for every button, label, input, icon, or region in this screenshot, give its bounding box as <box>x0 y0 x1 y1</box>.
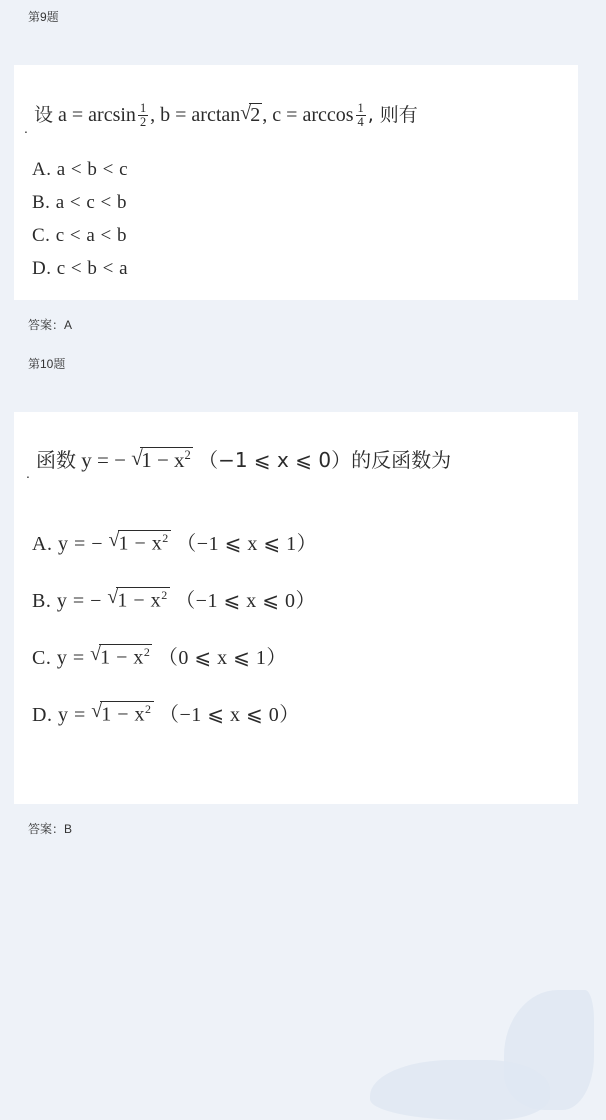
sqrt-one-minus-x-squared <box>109 530 171 556</box>
answer-value-10: B <box>64 822 73 836</box>
option-a[interactable] <box>32 527 317 556</box>
stem-domain-text: （−1 ⩽ x ⩽ 0）的反函数为 <box>198 448 452 472</box>
question-number-10: 第10题 <box>28 357 66 371</box>
radicand-text: 1 − x <box>117 590 162 612</box>
option-c-expression: y = <box>56 647 85 669</box>
stem-b-text: , b = arctan <box>150 104 241 126</box>
option-c-letter: C. <box>32 225 51 246</box>
option-b[interactable] <box>32 192 128 214</box>
sqrt-one-minus-x-squared <box>90 644 152 670</box>
stem-suffix-text: , 则有 <box>367 104 418 126</box>
option-d-letter: D. <box>32 258 52 279</box>
radicand-exponent: 2 <box>161 588 168 603</box>
question-9-options <box>32 159 128 291</box>
sqrt-two: √ 2 <box>240 103 262 127</box>
option-a-text: a < b < c <box>56 159 129 180</box>
answer-row-10 <box>0 822 72 836</box>
option-a-domain: （−1 ⩽ x ⩽ 1） <box>176 533 318 555</box>
option-b-text: a < c < b <box>55 192 127 213</box>
scan-smudge <box>370 1060 550 1120</box>
option-a-expression: y = − <box>57 533 104 555</box>
question-number-9: 第9题 <box>28 10 59 24</box>
bullet-dot-icon: . <box>24 120 28 136</box>
option-c-domain: （0 ⩽ x ⩽ 1） <box>157 647 287 669</box>
option-c-text: c < a < b <box>55 225 127 246</box>
option-d[interactable] <box>32 258 128 280</box>
answer-row-9 <box>0 318 72 332</box>
fraction-one-fourth: $\frac{1}{4}$ <box>357 100 364 129</box>
option-b-letter: B. <box>32 590 52 612</box>
answer-value-9: A <box>64 318 73 332</box>
radicand-text: 1 − x <box>141 448 185 472</box>
option-d-domain: （−1 ⩽ x ⩽ 0） <box>159 704 300 726</box>
option-c[interactable] <box>32 641 317 670</box>
sqrt-one-minus-x-squared <box>131 447 193 473</box>
option-b[interactable] <box>32 584 317 613</box>
scan-smudge <box>504 990 594 1110</box>
question-10-stem <box>36 444 451 473</box>
question-9-stem <box>34 100 418 130</box>
radicand-exponent: 2 <box>143 645 151 660</box>
option-d-letter: D. <box>32 704 53 726</box>
stem-prefix-text: 函数 <box>36 448 76 472</box>
stem-expression: y = − <box>81 448 126 472</box>
radicand-exponent: 2 <box>162 531 169 546</box>
question-10-options <box>32 527 317 755</box>
radicand-exponent: 2 <box>145 702 152 717</box>
fraction-one-half: $\frac{1}{2}$ <box>139 100 147 129</box>
answer-label-9: 答案： <box>28 318 65 332</box>
option-b-domain: （−1 ⩽ x ⩽ 0） <box>175 590 316 612</box>
radicand-text: 1 − x <box>100 647 144 669</box>
radicand-exponent: 2 <box>184 448 191 462</box>
option-d-expression: y = <box>57 704 86 726</box>
option-c-letter: C. <box>32 647 52 669</box>
option-d-text: c < b < a <box>56 258 129 279</box>
option-a-letter: A. <box>32 159 52 180</box>
answer-label-10: 答案： <box>28 822 65 836</box>
stem-a-text: a = arcsin <box>58 104 136 126</box>
sqrt-one-minus-x-squared <box>91 701 153 727</box>
option-b-letter: B. <box>32 192 51 213</box>
option-d[interactable] <box>32 698 317 727</box>
sqrt-one-minus-x-squared <box>107 587 169 613</box>
stem-c-text: , c = arccos <box>262 104 354 126</box>
radicand-text: 1 − x <box>118 533 163 555</box>
question-card-9 <box>14 65 578 300</box>
option-a[interactable] <box>32 159 128 181</box>
option-a-letter: A. <box>32 533 53 555</box>
option-c[interactable] <box>32 225 128 247</box>
stem-prefix-text: 设 <box>34 104 54 126</box>
question-card-10 <box>14 412 578 804</box>
option-b-expression: y = − <box>56 590 102 612</box>
bullet-dot-icon: . <box>26 465 30 481</box>
radicand-text: 1 − x <box>101 704 146 726</box>
